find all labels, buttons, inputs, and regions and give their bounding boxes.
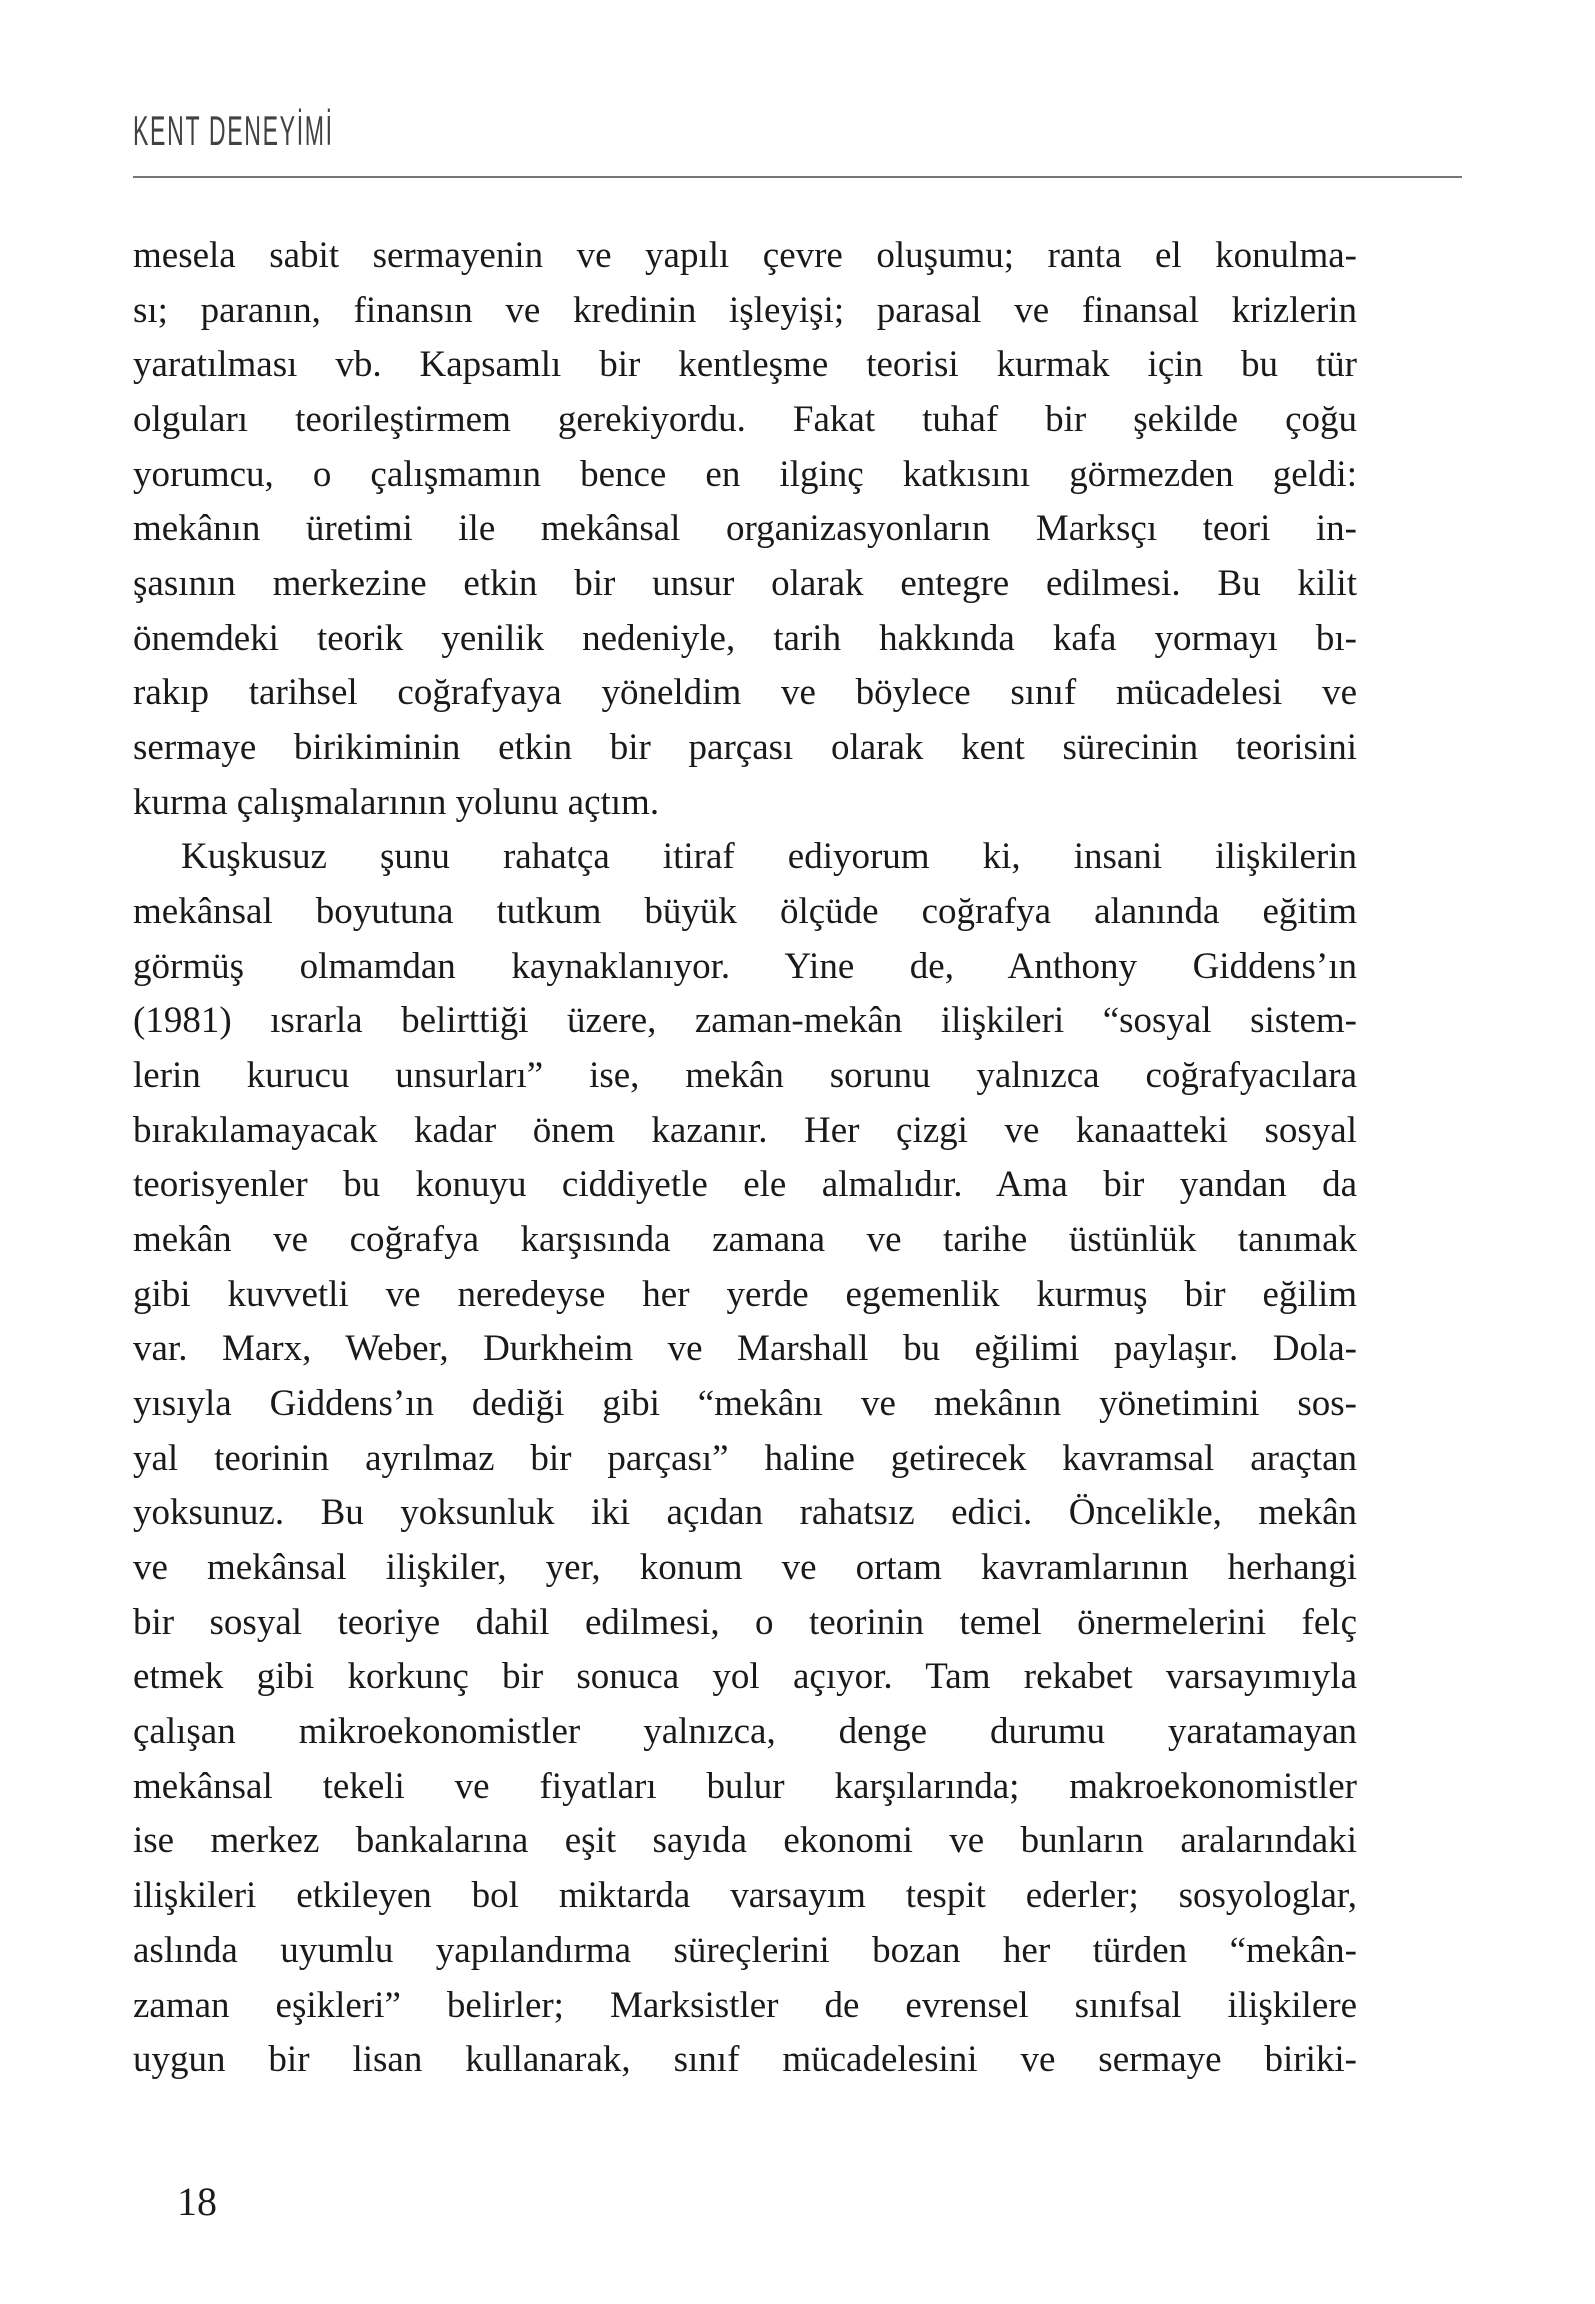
- text-line: rakıp tarihsel coğrafyaya yöneldim ve böylece sınıf mücadelesi ve: [133, 672, 1357, 714]
- text-line: yal teorinin ayrılmaz bir parçası” haline getirecek kavramsal araçtan: [133, 1437, 1357, 1479]
- text-line: mekânsal tekeli ve fiyatları bulur karşılarında; makroekonomistler: [133, 1765, 1357, 1807]
- text-line: lerin kurucu unsurları” ise, mekân sorunu yalnızca coğrafyacılara: [133, 1055, 1357, 1097]
- text-line: Kuşkusuz şunu rahatça itiraf ediyorum ki, insani ilişkilerin: [181, 836, 1357, 878]
- text-line: ve mekânsal ilişkiler, yer, konum ve ortam kavramlarının herhangi: [133, 1547, 1357, 1589]
- text-line: olguları teorileştirmem gerekiyordu. Fakat tuhaf bir şekilde çoğu: [133, 399, 1357, 441]
- body-text: [133, 229, 1357, 2088]
- text-line: aslında uyumlu yapılandırma süreçlerini bozan her türden “mekân-: [133, 1929, 1357, 1971]
- page-title: KENT DENEYİMİ: [133, 107, 334, 154]
- text-line: görmüş olmamdan kaynaklanıyor. Yine de, Anthony Giddens’ın: [133, 945, 1357, 987]
- text-line: zaman eşikleri” belirler; Marksistler de evrensel sınıfsal ilişkilere: [133, 1984, 1357, 2026]
- text-line: yorumcu, o çalışmamın bence en ilginç katkısını görmezden geldi:: [133, 453, 1357, 495]
- text-line: (1981) ısrarla belirttiği üzere, zaman-mekân ilişkileri “sosyal sistem-: [133, 1000, 1357, 1042]
- text-line: mekânsal boyutuna tutkum büyük ölçüde coğrafya alanında eğitim: [133, 891, 1357, 933]
- text-line: mekân ve coğrafya karşısında zamana ve tarihe üstünlük tanımak: [133, 1219, 1357, 1261]
- text-line: önemdeki teorik yenilik nedeniyle, tarih hakkında kafa yormayı bı-: [133, 617, 1357, 659]
- text-line: bir sosyal teoriye dahil edilmesi, o teorinin temel önermelerini felç: [133, 1601, 1357, 1643]
- page-number: 18: [177, 2179, 217, 2224]
- text-line: sı; paranın, finansın ve kredinin işleyişi; parasal ve finansal krizlerin: [133, 289, 1357, 331]
- text-line: var. Marx, Weber, Durkheim ve Marshall bu eğilimi paylaşır. Dola-: [133, 1328, 1357, 1370]
- text-line: ise merkez bankalarına eşit sayıda ekonomi ve bunların aralarındaki: [133, 1820, 1357, 1862]
- text-line: kurma çalışmalarının yolunu açtım.: [133, 781, 660, 823]
- text-line: mesela sabit sermayenin ve yapılı çevre oluşumu; ranta el konulma-: [133, 235, 1357, 276]
- text-line: yısıyla Giddens’ın dediği gibi “mekânı ve mekânın yönetimini sos-: [133, 1383, 1357, 1425]
- text-line: teorisyenler bu konuyu ciddiyetle ele almalıdır. Ama bir yandan da: [133, 1164, 1357, 1206]
- text-line: mekânın üretimi ile mekânsal organizasyonların Marksçı teori in-: [133, 508, 1357, 550]
- text-line: uygun bir lisan kullanarak, sınıf mücadelesini ve sermaye biriki-: [133, 2039, 1357, 2081]
- text-line: çalışan mikroekonomistler yalnızca, denge durumu yaratamayan: [133, 1711, 1357, 1753]
- text-line: ilişkileri etkileyen bol miktarda varsayım tespit ederler; sosyologlar,: [133, 1875, 1357, 1917]
- header-rule: [133, 176, 1462, 178]
- running-header: [133, 108, 334, 154]
- text-line: gibi kuvvetli ve neredeyse her yerde egemenlik kurmuş bir eğilim: [133, 1273, 1357, 1315]
- text-line: şasının merkezine etkin bir unsur olarak entegre edilmesi. Bu kilit: [133, 563, 1357, 605]
- text-line: yoksunuz. Bu yoksunluk iki açıdan rahatsız edici. Öncelikle, mekân: [133, 1492, 1357, 1534]
- text-line: bırakılamayacak kadar önem kazanır. Her çizgi ve kanaatteki sosyal: [133, 1109, 1357, 1151]
- text-line: yaratılması vb. Kapsamlı bir kentleşme teorisi kurmak için bu tür: [133, 344, 1357, 386]
- text-line: etmek gibi korkunç bir sonuca yol açıyor. Tam rekabet varsayımıyla: [133, 1656, 1357, 1698]
- text-line: sermaye birikiminin etkin bir parçası olarak kent sürecinin teorisini: [133, 727, 1357, 769]
